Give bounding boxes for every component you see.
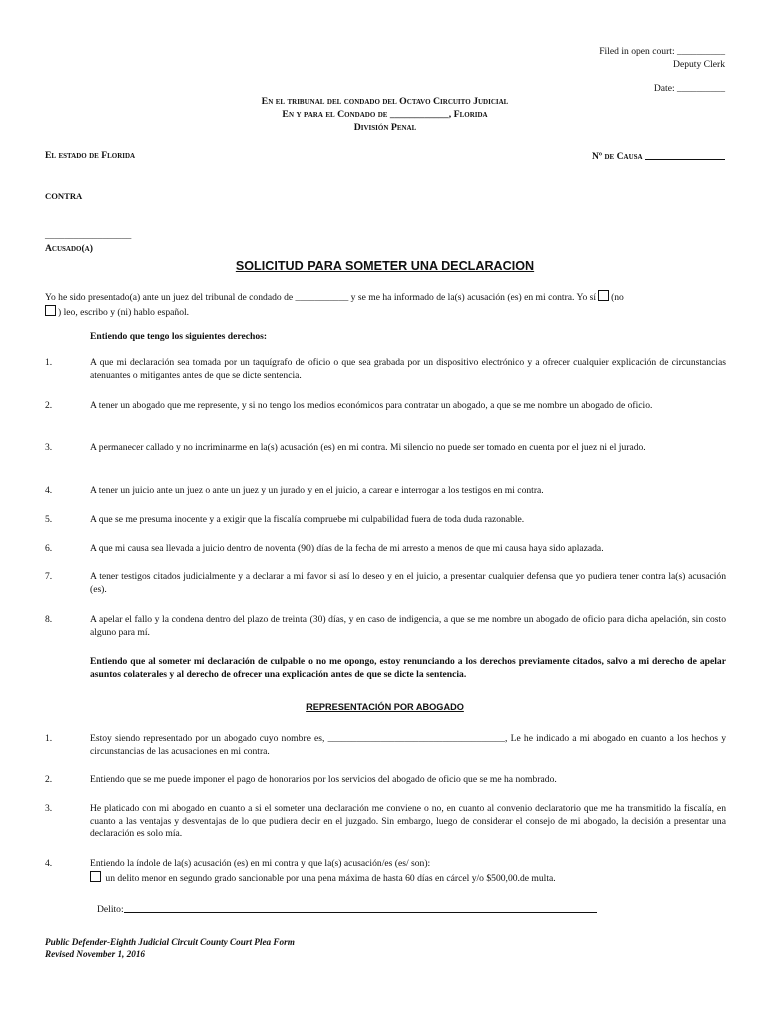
intro-paragraph — [45, 290, 726, 319]
delito-label: Delito: — [97, 904, 124, 915]
item-text: A que se me presuma inocente y a exigir que la fiscalía compruebe mi culpabilidad fuera de toda duda razonable. — [90, 514, 525, 525]
item-text: A permanecer callado y no incriminarme en la(s) acusación (es) en mi contra. Mi silencio no puede ser tomado en cuenta por el juez ni el jurado. — [90, 442, 646, 453]
accused-line[interactable]: __________________ — [45, 230, 132, 241]
right-item-2 — [45, 400, 726, 413]
item-number: 3. — [45, 442, 53, 453]
yes-checkbox[interactable] — [598, 290, 609, 301]
right-item-6 — [45, 543, 726, 556]
item-number: 4. — [45, 858, 53, 869]
right-item-5 — [45, 514, 726, 527]
footer — [45, 937, 295, 961]
representation-item-4 — [45, 858, 726, 885]
misdemeanor-option-text: un delito menor en segundo grado sancionable por una pena máxima de hasta 60 días en cárcel y/o $500,00.de multa. — [105, 872, 556, 884]
item-number: 3. — [45, 803, 53, 814]
item-text: Entiendo la índole de la(s) acusación (es) en mi contra y que la(s) acusación/es (es/ son): — [90, 858, 431, 869]
representation-item-2 — [45, 774, 726, 787]
right-item-8 — [45, 614, 726, 639]
delito-blank[interactable] — [124, 903, 597, 913]
misdemeanor-option — [90, 871, 726, 886]
court-line-1: En el tribunal del condado del Octavo Circuito Judicial — [261, 96, 509, 107]
item-number: 4. — [45, 485, 53, 496]
right-item-7 — [45, 571, 726, 596]
footer-line-1: Public Defender-Eighth Judicial Circuit County Court Plea Form — [45, 937, 295, 947]
item-number: 6. — [45, 543, 53, 554]
right-item-1 — [45, 357, 726, 382]
no-checkbox[interactable] — [45, 305, 56, 316]
item-text: Entiendo que se me puede imponer el pago de honorarios por los servicios del abogado de oficio que se me ha nombrado. — [90, 774, 557, 785]
item-number: 1. — [45, 733, 53, 744]
waiver-paragraph: Entiendo que al someter mi declaración de culpable o no me opongo, estoy renunciando a los derechos previamente citados, salvo a mi derecho de apelar asuntos colaterales y al derecho de ofrecer una explicación antes de que se dicte la sentencia. — [90, 656, 726, 680]
state-of-florida: El estado de Florida — [45, 150, 136, 161]
court-line-2: En y para el Condado de ____________, Florida — [282, 109, 488, 120]
representation-item-3 — [45, 803, 726, 841]
delito-field — [97, 903, 597, 917]
accused-label: Acusado(a) — [45, 243, 93, 254]
item-text: A tener testigos citados judicialmente y a declarar a mi favor si así lo deseo y en el juicio, a presentar cualquier defensa que yo pudiera tener contra la(s) acusación (es). — [90, 571, 726, 595]
item-text: A tener un abogado que me represente, y si no tengo los medios económicos para contratar un abogado, a que se me nombre un abogado de oficio. — [90, 400, 653, 411]
item-number: 2. — [45, 400, 53, 411]
item-text: A que mi declaración sea tomada por un taquígrafo de oficio o que sea grabada por un dispositivo electrónico y a ofrecer cualquier explicación de circunstancias atenuantes o mitigantes antes de que se dicte sentencia. — [90, 357, 726, 381]
item-text: A que mi causa sea llevada a juicio dentro de noventa (90) días de la fecha de mi arresto a menos de que mi causa haya sido aplazada. — [90, 543, 604, 554]
representation-item-1 — [45, 733, 726, 758]
deputy-clerk-label: Deputy Clerk — [673, 59, 725, 70]
case-number-blank[interactable] — [645, 150, 725, 160]
item-number: 5. — [45, 514, 53, 525]
item-number: 8. — [45, 614, 53, 625]
item-text: A apelar el fallo y la condena dentro del plazo de treinta (30) días, y en caso de indigencia, a que se me nombre un abogado de oficio para dicha apelación, sin costo alguno para mí. — [90, 614, 726, 638]
misdemeanor-checkbox[interactable] — [90, 871, 101, 882]
date-label: Date: __________ — [653, 83, 725, 94]
item-text: Estoy siendo representado por un abogado cuyo nombre es, _____________________________________, Le he indicado a mi abogado en cuanto a los hechos y circunstancias de las acusaciones en mi contra. — [90, 733, 726, 757]
case-number — [592, 150, 725, 164]
intro-text-3: ) leo, escribo y (ni) hablo español. — [58, 306, 190, 318]
right-item-3 — [45, 442, 726, 455]
case-number-label: Nº de Causa — [591, 151, 643, 162]
item-text: A tener un juicio ante un juez o ante un juez y un jurado y en el juicio, a carear e interrogar a los testigos en mi contra. — [90, 485, 544, 496]
item-number: 2. — [45, 774, 53, 785]
rights-heading: Entiendo que tengo los siguientes derechos: — [90, 331, 268, 342]
representation-title: REPRESENTACIÓN POR ABOGADO — [306, 702, 464, 712]
item-text: He platicado con mi abogado en cuanto a si el someter una declaración me conviene o no, en cuanto al convenio declaratorio que me ha transmitido la fiscalía, en cuanto a las ventajas y desventajas de lo que pudiera decir en el juzgado. Sin embargo, luego de considerar el consejo de mi abogado, la decisión a presentar una declaración es solo mía. — [90, 803, 726, 840]
contra-label: CONTRA — [45, 191, 83, 201]
right-item-4 — [45, 485, 726, 498]
item-number: 1. — [45, 357, 53, 368]
intro-text-2: (no — [611, 292, 624, 303]
form-title: SOLICITUD PARA SOMETER UNA DECLARACION — [235, 259, 535, 273]
court-line-3: División Penal — [353, 122, 417, 133]
filed-in-open-court: Filed in open court: __________ — [599, 46, 725, 57]
intro-text-1: Yo he sido presentado(a) ante un juez del tribunal de condado de ___________ y se me ha informado de la(s) acusación (es) en mi contra. Yo sí — [45, 292, 597, 303]
footer-line-2: Revised November 1, 2016 — [45, 948, 146, 959]
item-number: 7. — [45, 571, 53, 582]
